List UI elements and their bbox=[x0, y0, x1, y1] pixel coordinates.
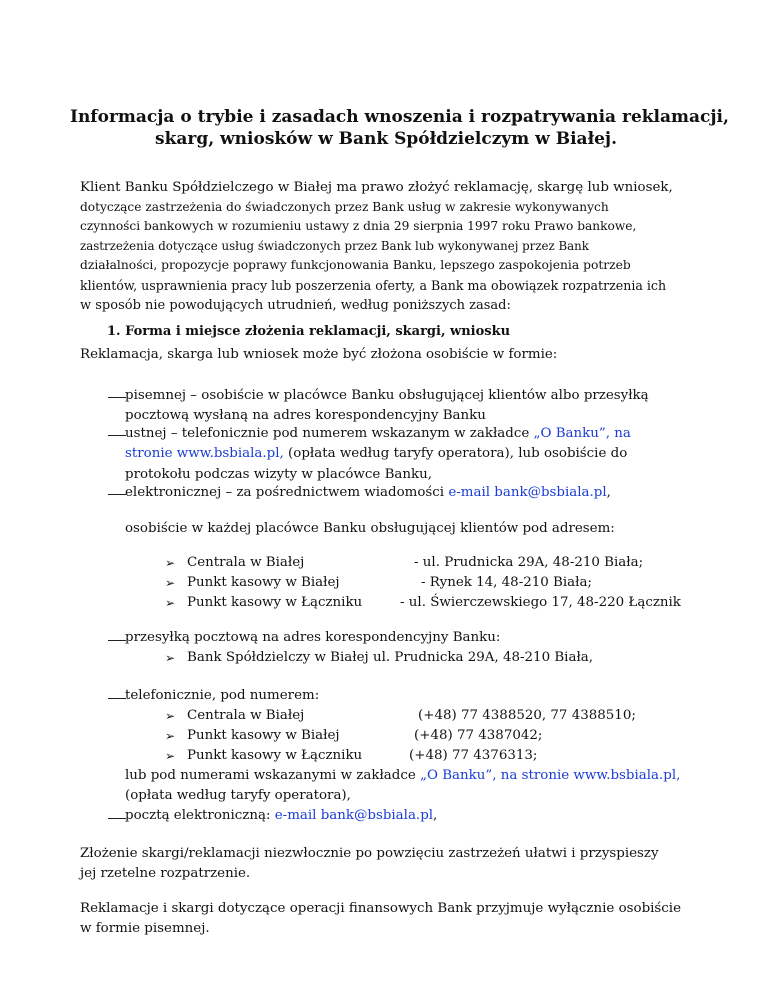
form-written-line-2: pocztową wysłaną na adres korespondencyjny Banku bbox=[125, 408, 486, 424]
dash-bullet-icon bbox=[108, 494, 126, 495]
form-oral-text: protokołu podczas wizyty w placówce Banku, bbox=[125, 466, 433, 482]
intro-line: klientów, usprawnienia pracy lub poszerzenia oferty, a Bank ma obowiązek rozpatrzenia ich bbox=[80, 277, 667, 293]
phone-lead: telefonicznie, pod numerem: bbox=[125, 688, 320, 703]
paragraph-line: jej rzetelne rozpatrzenie. bbox=[80, 866, 251, 882]
intro-paragraph bbox=[80, 178, 683, 315]
section-heading: 1. Forma i miejsce złożenia reklamacji, skargi, wniosku bbox=[107, 324, 511, 339]
dash-bullet-icon bbox=[108, 698, 126, 699]
arrow-bullet-icon: ➢ bbox=[165, 596, 176, 610]
punctuation: , bbox=[433, 808, 438, 823]
branch-name: Punkt kasowy w Łączniku bbox=[187, 595, 363, 610]
branch-address: - Rynek 14, 48-210 Biała; bbox=[421, 575, 592, 590]
phone-note-tariff: (opłata według taryfy operatora), bbox=[125, 788, 351, 803]
intro-line: Klient Banku Spółdzielczego w Białej ma prawo złożyć reklamację, skargę lub wniosek, bbox=[80, 180, 673, 195]
branch-name: Centrala w Białej bbox=[187, 555, 305, 570]
post-address: Bank Spółdzielczy w Białej ul. Prudnicka 29A, 48-210 Biała, bbox=[187, 650, 594, 665]
form-written-line-1: pisemnej – osobiście w placówce Banku obsługującej klientów albo przesyłką bbox=[125, 388, 649, 403]
arrow-bullet-icon: ➢ bbox=[165, 651, 176, 665]
paragraph-line: w formie pisemnej. bbox=[80, 921, 210, 937]
email-link[interactable]: e-mail bank@bsbiala.pl bbox=[448, 485, 607, 500]
paragraph-line: Złożenie skargi/reklamacji niezwłocznie po powzięciu zastrzeżeń ułatwi i przyspieszy bbox=[80, 846, 659, 861]
phone-branch: Punkt kasowy w Łączniku bbox=[187, 748, 363, 763]
email-link[interactable]: e-mail bank@bsbiala.pl bbox=[274, 808, 434, 823]
paragraph-line: Reklamacje i skargi dotyczące operacji finansowych Bank przyjmuje wyłącznie osobiście bbox=[80, 901, 681, 916]
paragraph-timeliness bbox=[80, 844, 684, 885]
document-title bbox=[70, 106, 729, 150]
post-lead: przesyłką pocztową na adres korespondencyjny Banku: bbox=[125, 630, 501, 645]
dash-bullet-icon bbox=[108, 640, 126, 641]
dash-bullet-icon bbox=[108, 435, 126, 436]
intro-line: w sposób nie powodujących utrudnień, według poniższych zasad: bbox=[80, 297, 511, 313]
form-electronic bbox=[125, 483, 675, 503]
phone-number: (+48) 77 4376313; bbox=[409, 748, 538, 763]
phone-note-text: lub pod numerami wskazanymi w zakładce bbox=[125, 768, 421, 783]
section-lead: Reklamacja, skarga lub wniosek może być złożona osobiście w formie: bbox=[80, 347, 558, 362]
o-banku-link[interactable]: „O Banku”, na stronie www.bsbiala.pl, bbox=[420, 768, 681, 783]
in-person-lead: osobiście w każdej placówce Banku obsługującej klientów pod adresem: bbox=[125, 521, 615, 536]
email-contact bbox=[125, 808, 437, 823]
phone-number: (+48) 77 4388520, 77 4388510; bbox=[418, 708, 636, 723]
paragraph-financial-ops bbox=[80, 899, 684, 940]
form-written bbox=[125, 386, 675, 427]
form-oral bbox=[125, 424, 675, 485]
intro-line: dotyczące zastrzeżenia do świadczonych przez Bank usług w zakresie wykonywanych bbox=[80, 199, 609, 214]
title-line-2: skarg, wniosków w Bank Spółdzielczym w Białej. bbox=[155, 129, 617, 149]
branch-name: Punkt kasowy w Białej bbox=[187, 575, 340, 590]
phone-number: (+48) 77 4387042; bbox=[414, 728, 543, 743]
form-oral-text: (opłata według taryfy operatora), lub osobiście do bbox=[283, 446, 628, 462]
phone-branch: Punkt kasowy w Białej bbox=[187, 728, 340, 743]
intro-line: działalności, propozycje poprawy funkcjonowania Banku, lepszego zaspokojenia potrzeb bbox=[80, 258, 631, 273]
arrow-bullet-icon: ➢ bbox=[165, 729, 176, 743]
arrow-bullet-icon: ➢ bbox=[165, 556, 176, 570]
website-link[interactable]: stronie www.bsbiala.pl, bbox=[125, 446, 284, 462]
email-text: pocztą elektroniczną: bbox=[125, 808, 275, 823]
intro-line: zastrzeżenia dotyczące usług świadczonych przez Bank lub wykonywanej przez Bank bbox=[80, 238, 589, 253]
phone-note bbox=[125, 768, 680, 783]
arrow-bullet-icon: ➢ bbox=[165, 709, 176, 723]
form-electronic-text: elektronicznej – za pośrednictwem wiadomości bbox=[125, 485, 449, 500]
title-line-1: Informacja o trybie i zasadach wnoszenia i rozpatrywania reklamacji, bbox=[70, 107, 729, 127]
intro-line: czynności bankowych w rozumieniu ustawy z dnia 29 sierpnia 1997 roku Prawo bankowe, bbox=[80, 219, 637, 234]
dash-bullet-icon bbox=[108, 397, 126, 398]
o-banku-link[interactable]: „O Banku”, na bbox=[533, 426, 631, 441]
arrow-bullet-icon: ➢ bbox=[165, 576, 176, 590]
branch-address: - ul. Świerczewskiego 17, 48-220 Łącznik bbox=[400, 595, 681, 610]
branch-address: - ul. Prudnicka 29A, 48-210 Biała; bbox=[414, 555, 644, 570]
form-oral-text: ustnej – telefonicznie pod numerem wskazanym w zakładce bbox=[125, 426, 534, 441]
arrow-bullet-icon: ➢ bbox=[165, 749, 176, 763]
dash-bullet-icon bbox=[108, 818, 126, 819]
punctuation: , bbox=[606, 485, 611, 500]
phone-branch: Centrala w Białej bbox=[187, 708, 305, 723]
